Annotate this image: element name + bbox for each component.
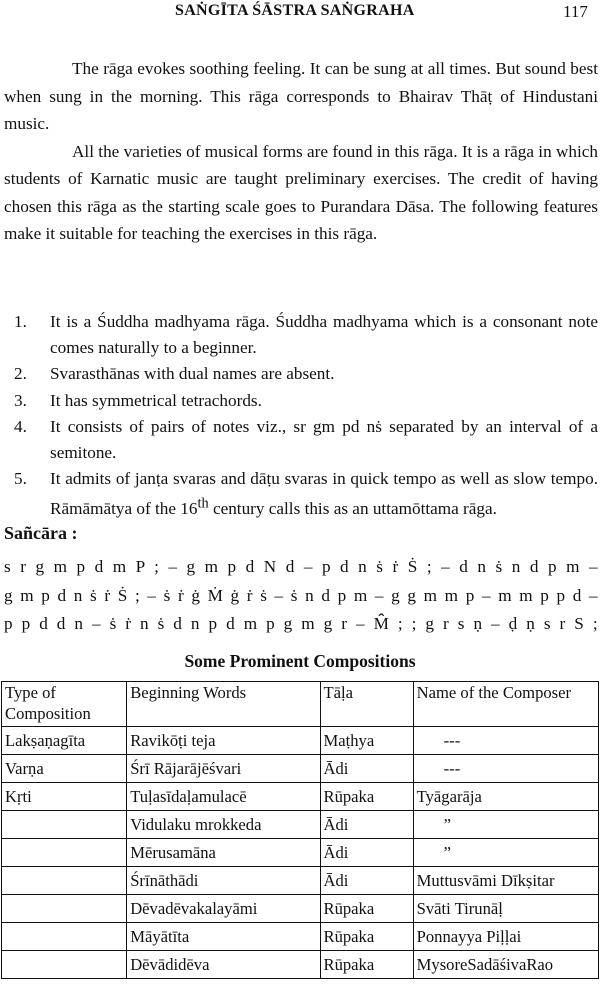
column-header-beginning-words: Beginning Words xyxy=(127,682,320,727)
cell-tala: Ādi xyxy=(320,811,413,839)
list-text-part: It admits of janṭa svaras and dāṭu svaras in quick tempo as well as slow tempo. Rāmāmātya of the 16 xyxy=(50,469,598,519)
cell-tala: Rūpaka xyxy=(320,951,413,979)
list-text: It is a Śuddha madhyama rāga. Śuddha madhyama which is a consonant note comes naturally to a beginner. xyxy=(50,312,598,357)
sancara-notation xyxy=(4,553,598,639)
cell-composer: ” xyxy=(413,811,598,839)
cell-composer: Ponnayya Piḷḷai xyxy=(413,923,598,951)
compositions-table xyxy=(1,681,599,979)
column-header-tala: Tāḷa xyxy=(320,682,413,727)
cell-composer: --- xyxy=(413,727,598,755)
table-row xyxy=(2,895,599,923)
cell-type xyxy=(2,811,127,839)
cell-type: Lakṣaṇagīta xyxy=(2,727,127,755)
list-number: 4. xyxy=(14,417,27,436)
cell-composer: Muttusvāmi Dīkṣitar xyxy=(413,867,598,895)
cell-beginning-words: Dēvadēvakalayāmi xyxy=(127,895,320,923)
page-number: 117 xyxy=(563,2,588,21)
sancara-line: s r g m p d m P ; – g m p d N d – p d n ṡ ṙ Ṡ ; – d n ṡ n d p m – xyxy=(4,557,598,576)
running-title: SAṄGĪTA ŚĀSTRA SAṄGRAHA xyxy=(175,2,415,19)
cell-tala: Ādi xyxy=(320,867,413,895)
superscript: th xyxy=(197,495,209,512)
cell-type xyxy=(2,923,127,951)
table-row xyxy=(2,727,599,755)
cell-tala: Ādi xyxy=(320,755,413,783)
cell-tala: Maṭhya xyxy=(320,727,413,755)
cell-beginning-words: Mērusamāna xyxy=(127,839,320,867)
body-text xyxy=(4,55,598,248)
cell-composer: ” xyxy=(413,839,598,867)
paragraph: The rāga evokes soothing feeling. It can be sung at all times. But sound best when sung in the morning. This rāga corresponds to Bhairav Thāṭ of Hindustani music. xyxy=(4,59,598,133)
cell-composer: MysoreSadāśivaRao xyxy=(413,951,598,979)
cell-composer: Tyāgarāja xyxy=(413,783,598,811)
sancara-heading: Sañcāra : xyxy=(4,523,78,543)
list-item xyxy=(14,309,598,360)
table-row xyxy=(2,867,599,895)
cell-beginning-words: Tuḷasīdaḷamulacē xyxy=(127,783,320,811)
cell-type: Varṇa xyxy=(2,755,127,783)
paragraph: All the varieties of musical forms are found in this rāga. It is a rāga in which students of Karnatic music are taught preliminary exercises. The credit of having chosen this rāga as the starting scale goes to Purandara Dāsa. The following features make it suitable for teaching the exercises in this rāga. xyxy=(4,141,598,243)
list-text: Svarasthānas with dual names are absent. xyxy=(50,364,335,383)
table-header-row xyxy=(2,682,599,727)
table-row xyxy=(2,783,599,811)
cell-composer: Svāti Tirunāḷ xyxy=(413,895,598,923)
cell-beginning-words: Vidulaku mrokkeda xyxy=(127,811,320,839)
list-number: 5. xyxy=(14,469,27,488)
table-row xyxy=(2,951,599,979)
cell-composer: --- xyxy=(413,755,598,783)
list-number: 2. xyxy=(14,364,27,383)
list-text xyxy=(50,469,598,518)
cell-tala: Rūpaka xyxy=(320,783,413,811)
cell-beginning-words: Śrīnāthādi xyxy=(127,867,320,895)
sancara-line: g m p d n ṡ ṙ Ṡ ; – ṡ ṙ ġ Ṁ ġ ṙ ṡ – ṡ n d p m – g g m m p – m m p p d – xyxy=(4,585,598,605)
cell-beginning-words: Śrī Rājarājēśvari xyxy=(127,755,320,783)
column-header-type: Type of Composition xyxy=(2,682,127,727)
list-text: It has symmetrical tetrachords. xyxy=(50,390,262,410)
table-row xyxy=(2,923,599,951)
sancara-line: p p d d n – ṡ ṙ n ṡ d n p d m p g m g r – M̂̂̂ ; ; g r s ṇ – ḍ ṇ s r S ; xyxy=(4,614,598,633)
list-item xyxy=(14,466,598,522)
cell-type xyxy=(2,895,127,923)
table-row xyxy=(2,811,599,839)
cell-type: Kṛti xyxy=(2,783,127,811)
list-number: 1. xyxy=(14,312,27,331)
cell-type xyxy=(2,951,127,979)
list-item xyxy=(14,414,598,465)
cell-beginning-words: Dēvādidēva xyxy=(127,951,320,979)
list-text: It consists of pairs of notes viz., sr gm pd nṡ separated by an interval of a semitone. xyxy=(50,417,598,462)
cell-type xyxy=(2,867,127,895)
list-item xyxy=(14,388,598,414)
compositions-heading: Some Prominent Compositions xyxy=(184,651,416,671)
cell-tala: Rūpaka xyxy=(320,923,413,951)
cell-type xyxy=(2,839,127,867)
feature-list xyxy=(14,309,598,523)
cell-beginning-words: Māyātīta xyxy=(127,923,320,951)
list-text-part: century calls this as an uttamōttama rāga. xyxy=(208,499,497,519)
cell-tala: Ādi xyxy=(320,839,413,867)
list-number: 3. xyxy=(14,390,27,410)
table-row xyxy=(2,839,599,867)
column-header-composer: Name of the Composer xyxy=(413,682,598,727)
cell-beginning-words: Ravikōṭi teja xyxy=(127,727,320,755)
table-row xyxy=(2,755,599,783)
page-header xyxy=(0,2,600,24)
list-item xyxy=(14,361,598,387)
cell-tala: Rūpaka xyxy=(320,895,413,923)
